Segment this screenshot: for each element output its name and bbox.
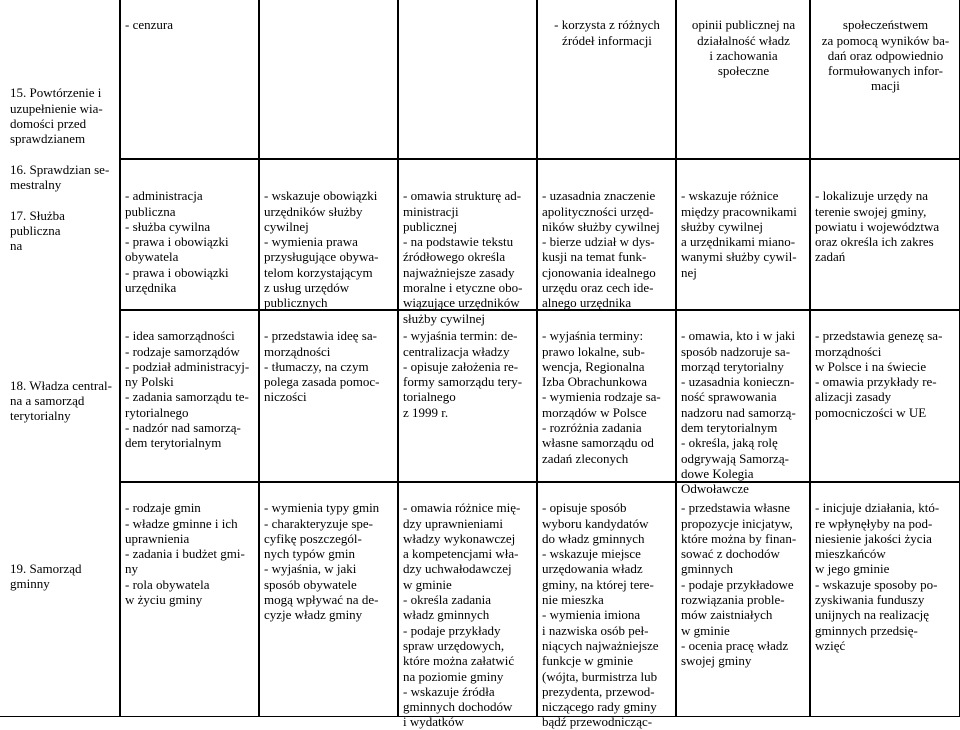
row17-req-7-text: - lokalizuje urzędy na terenie swojej gminy, powiatu i województwa oraz określa ich zakres zadań [815, 188, 940, 265]
top-req-cell-3 [259, 0, 398, 159]
lesson-18: 18. Władza central- na a samorząd terytorialny [10, 377, 112, 424]
row19-req-5-text: - opisuje sposób wyboru kandydatów do władz gminnych - wskazuje miejsce urzędowania władz gminy, na której tere- nie mieszka - wymienia imiona i nazwiska osób peł- niących najważniejsze funkcje w gminie (wójta, burmistrza lub prezydenta, przewod- niczącego rady gminy bądź przewodnicząc- [542, 500, 659, 730]
row19-req-6-text: - przedstawia własne propozycje inicjatyw, które można by finan- sować z dochodów gminnych - podaje przykładowe rozwiązania proble- mów zaistniałych w gminie - ocenia pracę władz swojej gminy [681, 500, 797, 669]
row18-req-3 [259, 310, 398, 482]
row17-req-5 [537, 159, 676, 310]
row18-req-5 [537, 310, 676, 482]
row17-req-6-text: - wskazuje różnice między pracownikami służby cywilnej a urzędnikami miano- wanymi służby cywil- nej [681, 188, 797, 280]
row19-req-4 [398, 482, 537, 730]
row17-req-7 [810, 159, 960, 310]
row19-req-3 [259, 482, 398, 717]
top-req-text-6: opinii publicznej na działalność władz i zachowania społeczne [691, 17, 796, 79]
row17-req-4 [398, 159, 537, 326]
top-req-cell-6 [676, 0, 810, 159]
row19-req-5 [537, 482, 676, 730]
row18-req-3-text: - przedstawia ideę sa- morządności - tłumaczy, na czym polega zasada pomoc- niczości [264, 328, 380, 405]
row17-topics [120, 159, 259, 310]
row19-topics-text: - rodzaje gmin - władze gminne i ich uprawnienia - zadania i budżet gmi- ny - rola obywatela w życiu gminy [125, 500, 245, 608]
lesson-16: 16. Sprawdzian se- mestralny [10, 161, 110, 193]
row18-req-4 [398, 310, 537, 482]
row18-req-7 [810, 310, 960, 482]
top-req-text-7: społeczeństwem za pomocą wyników ba- dań oraz odpowiednio formułowanych infor- macji [821, 17, 950, 94]
row18-req-6-text: - omawia, kto i w jaki sposób nadzoruje sa- morząd terytorialny - uzasadnia konieczn- ność sprawowania nadzoru nad samorzą- dem terytorialnym - określa, jaką rolę odgrywają Samorzą- dowe Kolegia Odwoławcze [681, 328, 796, 497]
lesson-17: 17. Służba publiczna na [10, 207, 65, 254]
top-req-text-5: - korzysta z różnych źródeł informacji [554, 17, 660, 48]
row18-req-4-text: - wyjaśnia termin: de- centralizacja władzy - opisuje założenia re- formy samorządu tery- torialnego z 1999 r. [403, 328, 523, 420]
row19-req-3-text: - wymienia typy gmin - charakteryzuje spe- cyfikę poszczegól- nych typów gmin - wyjaśnia, w jaki sposób obywatele mogą wpływać na de- cyzje władz gminy [264, 500, 380, 623]
row17-topics-text: - administracja publiczna - służba cywilna - prawa i obowiązki obywatela - prawa i obowiązki urzędnika [125, 188, 229, 296]
row18-topics-text: - idea samorządności - rodzaje samorządów - podział administracyj- ny Polski - zadania samorządu te- rytorialnego - nadzór nad samorzą- dem terytorialnym [125, 328, 250, 451]
row19-req-7 [810, 482, 960, 717]
row17-req-3 [259, 159, 398, 310]
row19-req-6 [676, 482, 810, 717]
row19-req-7-text: - inicjuje działania, któ- re wpłynęłyby na pod- niesienie jakości życia mieszkańców w jego gminie - wskazuje sposoby po- zyskiwania funduszy unijnych na realizację gminnych przedsię- wzięć [815, 500, 940, 653]
row18-req-7-text: - przedstawia genezę sa- morządności w Polsce i na świecie - omawia przykłady re- alizacji zasady pomocniczości w UE [815, 328, 943, 420]
row17-req-3-text: - wskazuje obowiązki urzędników służby cywilnej - wymienia prawa przysługujące obywa- telom korzystającym z usług urzędów publicznych [264, 188, 379, 311]
row19-req-4-text: - omawia różnice mię- dzy uprawnieniami władzy wykonawczej a kompetencjami wła- dzy uchwałodawczej w gminie - określa zadania władz gminnych - podaje przykłady spraw urzędowych, które można załatwić na poziomie gminy - wskazuje źródła gminnych dochodów i wydatków [403, 500, 521, 730]
row18-req-6 [676, 310, 810, 497]
top-topics-cell [120, 0, 259, 159]
row17-req-5-text: - uzasadnia znaczenie apolityczności urzęd- ników służby cywilnej - bierze udział w dys- kusji na temat funk- cjonowania idealnego urzędu oraz cech ide- alnego urzędnika [542, 188, 660, 311]
row19-topics [120, 482, 259, 717]
lessons-column [0, 0, 120, 717]
top-req-cell-5 [537, 0, 676, 159]
row17-req-4-text: - omawia strukturę ad- ministracji publicznej - na podstawie tekstu źródłowego określa najważniejsze zasady moralne i etyczne obo- wiązujące urzędników służby cywilnej [403, 188, 523, 326]
top-req-cell-4 [398, 0, 537, 159]
top-topics-text: - cenzura [125, 17, 173, 33]
row18-topics [120, 310, 259, 482]
lesson-15: 15. Powtórzenie i uzupełnienie wia- domości przed sprawdzianem [10, 85, 103, 147]
row17-req-6 [676, 159, 810, 310]
top-req-cell-7 [810, 0, 960, 159]
row18-req-5-text: - wyjaśnia terminy: prawo lokalne, sub- wencja, Regionalna Izba Obrachunkowa - wymienia rodzaje sa- morządów w Polsce - rozróżnia zadania własne samorządu od zadań zleconych [542, 328, 661, 466]
lesson-19: 19. Samorząd gminny [10, 561, 82, 592]
